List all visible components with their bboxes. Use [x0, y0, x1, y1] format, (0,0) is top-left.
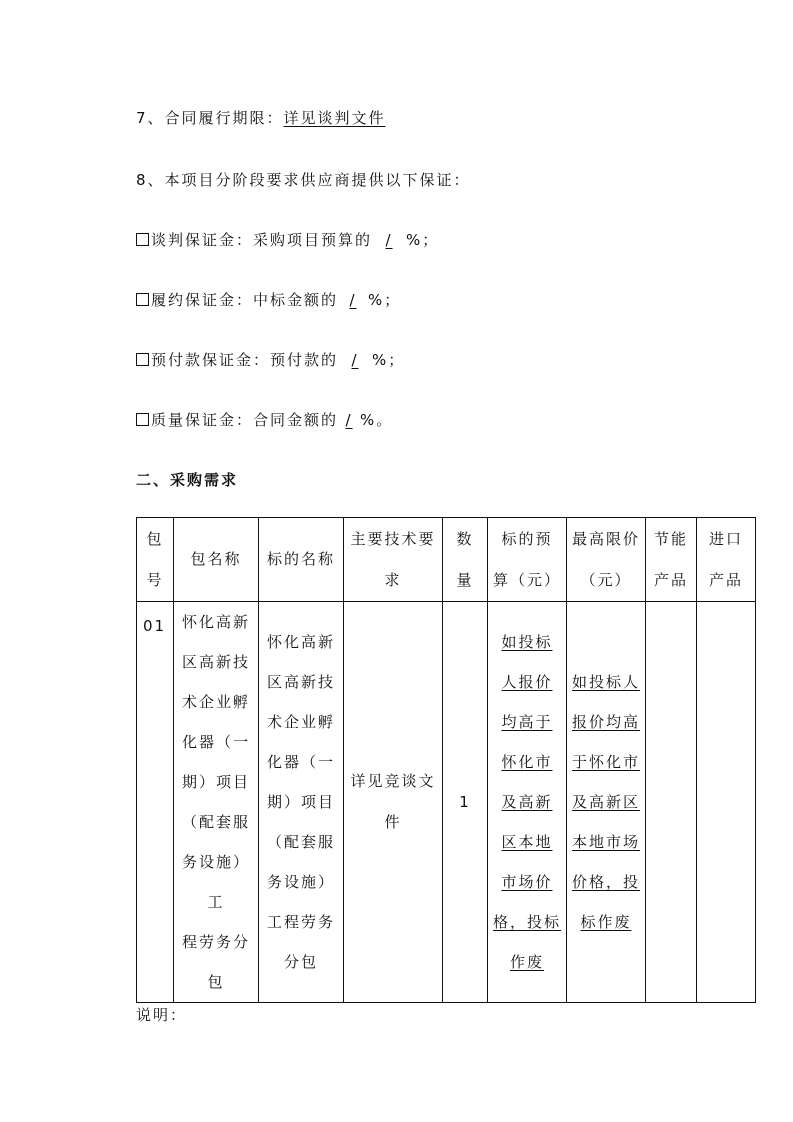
contract-period-line — [136, 107, 386, 128]
quality-deposit-line — [136, 409, 393, 430]
negotiation-deposit-label: 谈判保证金：采购项目预算的 — [151, 231, 373, 249]
header-package-name: 包名称 — [174, 518, 259, 602]
contract-period-link[interactable]: 详见谈判文件 — [283, 109, 386, 127]
note-label: 说明： — [136, 1006, 188, 1024]
cell-tech-req: 详见竞谈文 件 — [344, 602, 443, 1003]
performance-deposit-checkbox[interactable] — [136, 293, 149, 306]
table-header-row — [137, 518, 756, 602]
quality-deposit-unit: %。 — [360, 411, 394, 429]
contract-period-label: 7、合同履行期限： — [136, 109, 284, 127]
performance-deposit-value: / — [349, 291, 357, 309]
performance-deposit-unit: %； — [368, 291, 402, 309]
advance-deposit-checkbox[interactable] — [136, 353, 149, 366]
quality-deposit-value: / — [345, 411, 353, 429]
section-title: 二、采购需求 — [136, 471, 239, 489]
cell-quantity: 1 — [443, 602, 488, 1003]
table-row — [137, 602, 756, 1003]
negotiation-deposit-line — [136, 229, 439, 250]
header-tech-req: 主要技术要 求 — [344, 518, 443, 602]
advance-deposit-value: / — [351, 351, 359, 369]
quality-deposit-label: 质量保证金：合同金额的 — [151, 411, 339, 429]
advance-deposit-label: 预付款保证金：预付款的 — [151, 351, 339, 369]
header-energy-saving: 节能 产品 — [646, 518, 697, 602]
guarantee-intro: 8、本项目分阶段要求供应商提供以下保证： — [136, 171, 471, 189]
cell-energy-saving — [646, 602, 697, 1003]
advance-deposit-unit: %； — [372, 351, 406, 369]
cell-package-name: 怀化高新 区高新技 术企业孵 化器（一 期）项目 （配套服 务设施）工 程劳务分 包 — [174, 602, 259, 1003]
header-package-no: 包 号 — [137, 518, 174, 602]
quality-deposit-checkbox[interactable] — [136, 413, 149, 426]
header-quantity: 数 量 — [443, 518, 488, 602]
cell-imported — [697, 602, 756, 1003]
cell-package-no: 01 — [137, 602, 174, 1003]
negotiation-deposit-value: / — [385, 231, 393, 249]
advance-deposit-line — [136, 349, 405, 370]
header-subject-name: 标的名称 — [259, 518, 344, 602]
cell-budget: 如投标 人报价 均高于 怀化市 及高新 区本地 市场价 格，投标 作废 — [488, 602, 567, 1003]
procurement-table — [136, 517, 756, 1003]
cell-subject-name: 怀化高新 区高新技 术企业孵 化器（一 期）项目 （配套服 务设施） 工程劳务 分包 — [259, 602, 344, 1003]
performance-deposit-line — [136, 289, 401, 310]
header-max-price: 最高限价 （元） — [567, 518, 646, 602]
performance-deposit-label: 履约保证金：中标金额的 — [151, 291, 339, 309]
header-budget: 标的预 算（元） — [488, 518, 567, 602]
header-imported: 进口 产品 — [697, 518, 756, 602]
negotiation-deposit-checkbox[interactable] — [136, 233, 149, 246]
cell-max-price: 如投标人 报价均高 于怀化市 及高新区 本地市场 价格，投 标作废 — [567, 602, 646, 1003]
negotiation-deposit-unit: %； — [406, 231, 440, 249]
